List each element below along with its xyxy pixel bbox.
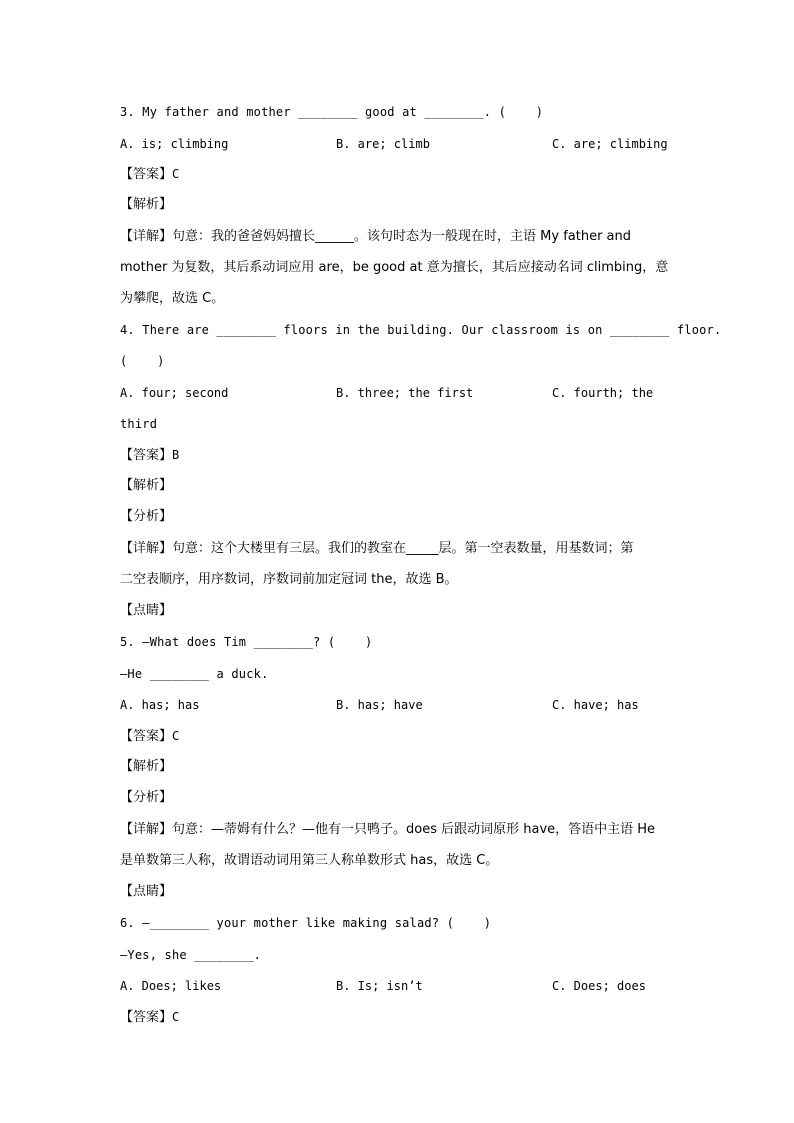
q6-option-b: B. Is; isn’t bbox=[336, 979, 423, 993]
q3-option-c: C. are; climbing bbox=[552, 137, 668, 151]
q3-option-b: B. are; climb bbox=[336, 137, 430, 151]
q3-option-a: A. is; climbing bbox=[120, 137, 229, 151]
q4-answer-row bbox=[120, 447, 676, 464]
q5-option-c: C. have; has bbox=[552, 698, 639, 712]
q5-analysis-tag: 【解析】 bbox=[120, 759, 173, 774]
q5-option-a: A. has; has bbox=[120, 698, 200, 712]
q4-dianjing-tag: 【点睛】 bbox=[120, 603, 173, 618]
q4-detail-line-1 bbox=[120, 541, 676, 557]
answer-tag: 【答案】 bbox=[120, 729, 173, 744]
answer-tag: 【答案】 bbox=[120, 167, 173, 182]
q4-option-a: A. four; second bbox=[120, 386, 229, 400]
answer-value: C bbox=[172, 1010, 180, 1024]
detail-tag: 【详解】 bbox=[120, 541, 173, 556]
q4-detail-line-2: 二空表顺序，用序数词，序数词前加定冠词 the，故选 B。 bbox=[120, 572, 458, 587]
q5-fenxi-tag: 【分析】 bbox=[120, 790, 173, 805]
q3-detail-line-2: mother 为复数，其后系动词应用 are，be good at 意为擅长，其后应接动名词 climbing，意 bbox=[120, 260, 669, 275]
detail-text: 句意：这个大楼里有三层。我们的教室在_____层。第一空表数量，用基数词；第 bbox=[172, 541, 634, 556]
q4-option-c: C. fourth; the bbox=[552, 386, 654, 400]
q6-question-line-2: —Yes, she ________. bbox=[120, 948, 262, 962]
q4-question-line-2: ( ) bbox=[120, 354, 165, 368]
answer-tag: 【答案】 bbox=[120, 1010, 173, 1025]
q5-question-line-2: —He ________ a duck. bbox=[120, 667, 269, 681]
q4-analysis-tag: 【解析】 bbox=[120, 478, 173, 493]
answer-value: C bbox=[172, 729, 180, 743]
q3-detail-line-3: 为攀爬，故选 C。 bbox=[120, 291, 225, 306]
q6-option-a: A. Does; likes bbox=[120, 979, 222, 993]
q4-fenxi-tag: 【分析】 bbox=[120, 509, 173, 524]
q5-detail-line-2: 是单数第三人称，故谓语动词用第三人称单数形式 has，故选 C。 bbox=[120, 853, 499, 868]
q5-question-line-1: 5. —What does Tim ________? ( ) bbox=[120, 635, 373, 649]
answer-value: C bbox=[172, 167, 180, 181]
q6-question-line-1: 6. —________ your mother like making salad? ( ) bbox=[120, 916, 492, 930]
q5-option-b: B. has; have bbox=[336, 698, 423, 712]
q6-answer-row bbox=[120, 1009, 676, 1026]
q5-detail-line-1 bbox=[120, 822, 676, 838]
q4-option-b: B. three; the first bbox=[336, 386, 474, 400]
detail-tag: 【详解】 bbox=[120, 822, 173, 837]
detail-text: 句意：—蒂姆有什么？—他有一只鸭子。does 后跟动词原形 have，答语中主语 He bbox=[172, 822, 656, 837]
q5-dianjing-tag: 【点睛】 bbox=[120, 884, 173, 899]
answer-value: B bbox=[172, 448, 180, 462]
q3-question: 3. My father and mother ________ good at ________. ( ) bbox=[120, 105, 544, 119]
q5-answer-row bbox=[120, 728, 676, 745]
answer-tag: 【答案】 bbox=[120, 448, 173, 463]
detail-tag: 【详解】 bbox=[120, 229, 173, 244]
q4-option-c-continued: third bbox=[120, 417, 158, 431]
detail-text: 句意：我的爸爸妈妈擅长______。该句时态为一般现在时，主语 My father and bbox=[172, 229, 632, 244]
q4-question-line-1: 4. There are ________ floors in the building. Our classroom is on ________ floor. bbox=[120, 323, 722, 337]
q3-analysis-tag: 【解析】 bbox=[120, 197, 173, 212]
q6-option-c: C. Does; does bbox=[552, 979, 646, 993]
q3-detail-line-1 bbox=[120, 229, 676, 245]
q3-answer-row bbox=[120, 166, 676, 183]
